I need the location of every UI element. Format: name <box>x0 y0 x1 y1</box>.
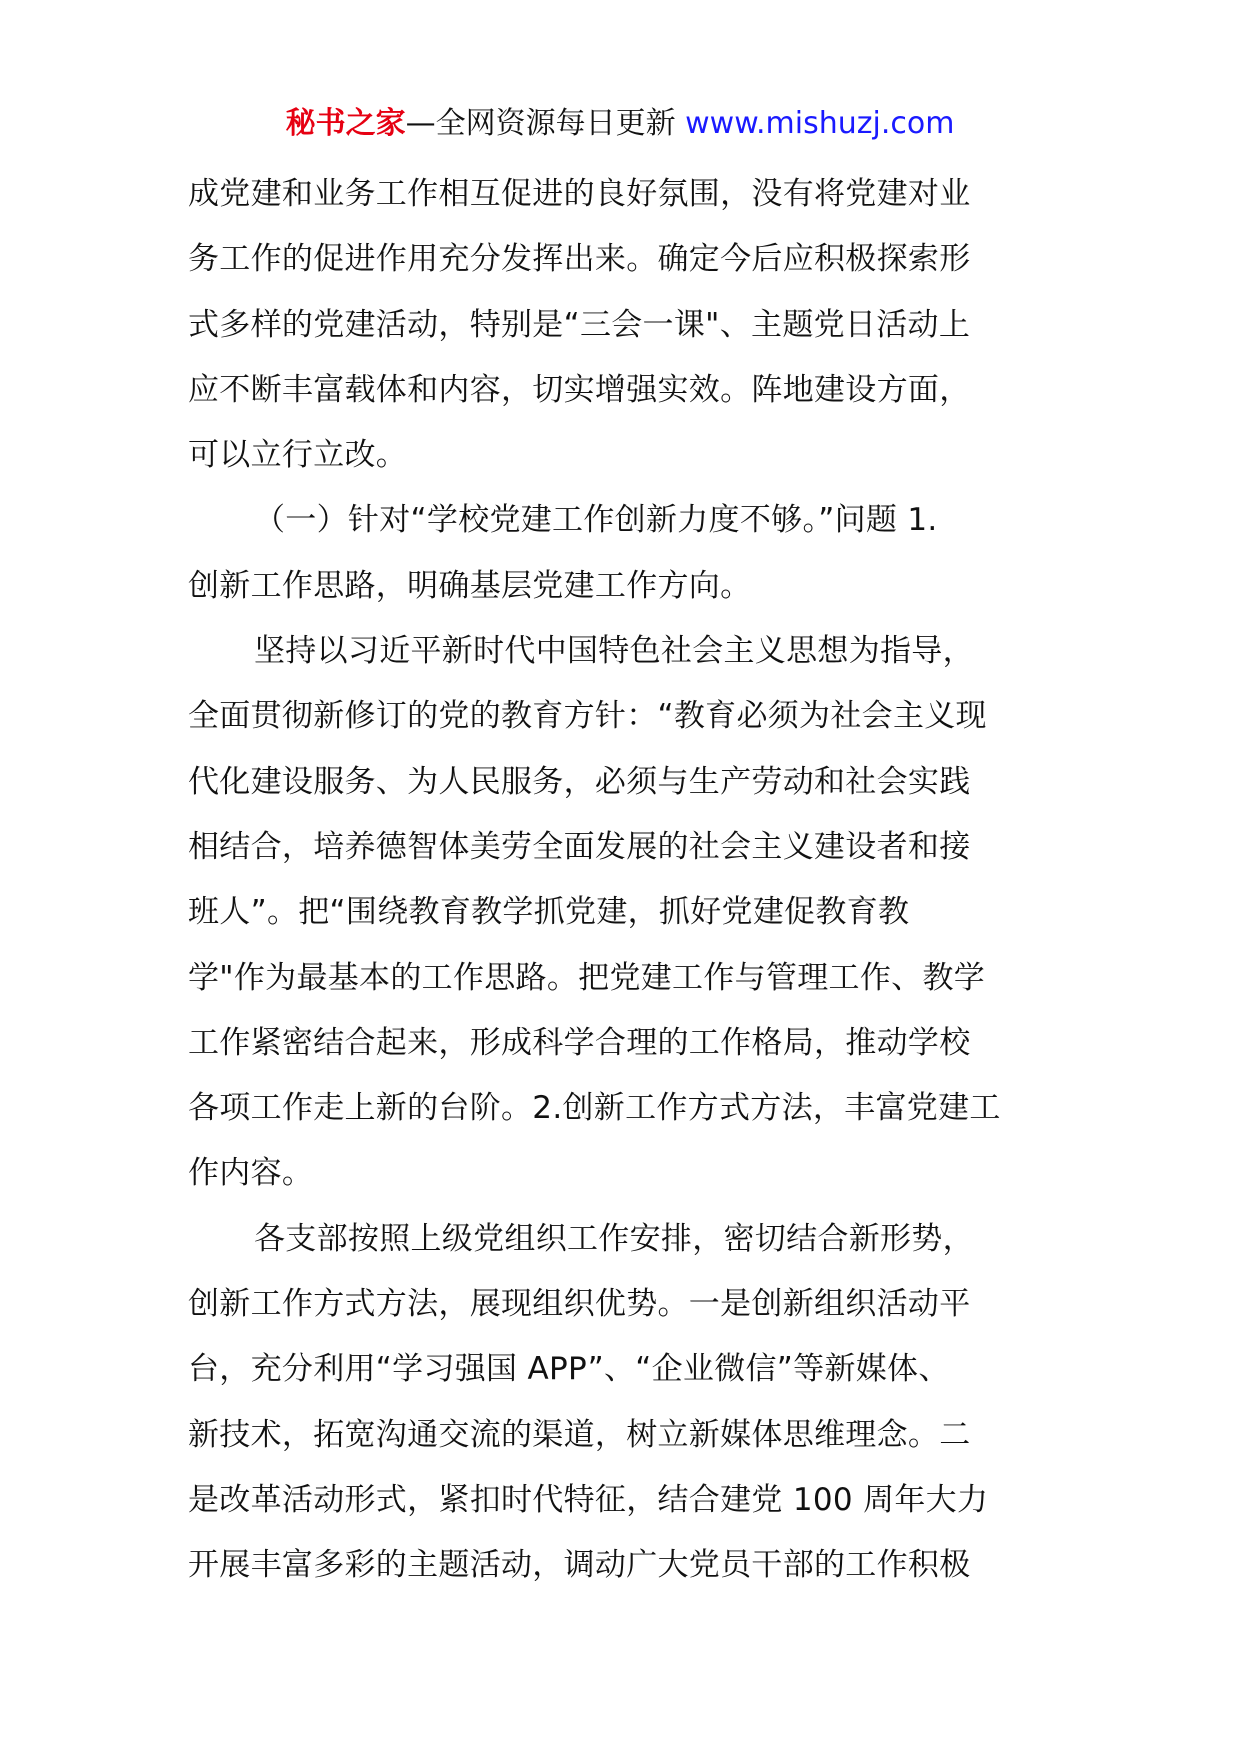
text-line: 成党建和业务工作相互促进的良好氛围，没有将党建对业 <box>188 176 971 212</box>
text-line: 创新工作思路，明确基层党建工作方向。 <box>188 567 752 604</box>
text-line: 开展丰富多彩的主题活动，调动广大党员干部的工作积极 <box>188 1547 971 1584</box>
text-line: 工作紧密结合起来，形成科学合理的工作格局，推动学校 <box>188 1024 971 1061</box>
site-url-link[interactable]: www.mishuzj.com <box>685 106 955 141</box>
text-line: 学"作为最基本的工作思路。把党建工作与管理工作、教学 <box>188 959 986 996</box>
text-line: 可以立行立改。 <box>188 437 408 474</box>
text-line: 是改革活动形式，紧扣时代特征，结合建党 100 周年大力 <box>188 1481 989 1518</box>
header-tagline: —全网资源每日更新 <box>405 106 686 141</box>
text-line: 作内容。 <box>188 1155 314 1192</box>
section-heading-line: （一）针对“学校党建工作创新力度不够。”问题 1. <box>254 502 938 539</box>
document-body <box>188 162 1068 1599</box>
paragraph-start-line: 各支部按照上级党组织工作安排，密切结合新形势， <box>254 1220 974 1257</box>
page-header <box>0 102 1240 146</box>
text-line: 务工作的促进作用充分发挥出来。确定今后应积极探索形 <box>188 241 971 278</box>
text-line: 台，充分利用“学习强国 APP”、“企业微信”等新媒体、 <box>188 1351 950 1388</box>
text-line: 式多样的党建活动，特别是“三会一课"、主题党日活动上 <box>188 306 971 343</box>
text-line: 应不断丰富载体和内容，切实增强实效。阵地建设方面， <box>188 371 971 408</box>
text-line: 全面贯彻新修订的党的教育方针：“教育必须为社会主义现 <box>188 698 987 735</box>
paragraph-start-line: 坚持以习近平新时代中国特色社会主义思想为指导， <box>254 633 974 670</box>
brand-name: 秘书之家 <box>285 106 406 141</box>
text-line: 新技术，拓宽沟通交流的渠道，树立新媒体思维理念。二 <box>188 1416 971 1453</box>
text-line: 代化建设服务、为人民服务，必须与生产劳动和社会实践 <box>188 763 971 800</box>
text-line: 相结合，培养德智体美劳全面发展的社会主义建设者和接 <box>188 828 971 865</box>
text-line: 各项工作走上新的台阶。2.创新工作方式方法，丰富党建工 <box>188 1090 1001 1127</box>
text-line: 班人”。把“围绕教育教学抓党建，抓好党建促教育教 <box>188 894 910 931</box>
text-line: 创新工作方式方法，展现组织优势。一是创新组织活动平 <box>188 1286 971 1323</box>
